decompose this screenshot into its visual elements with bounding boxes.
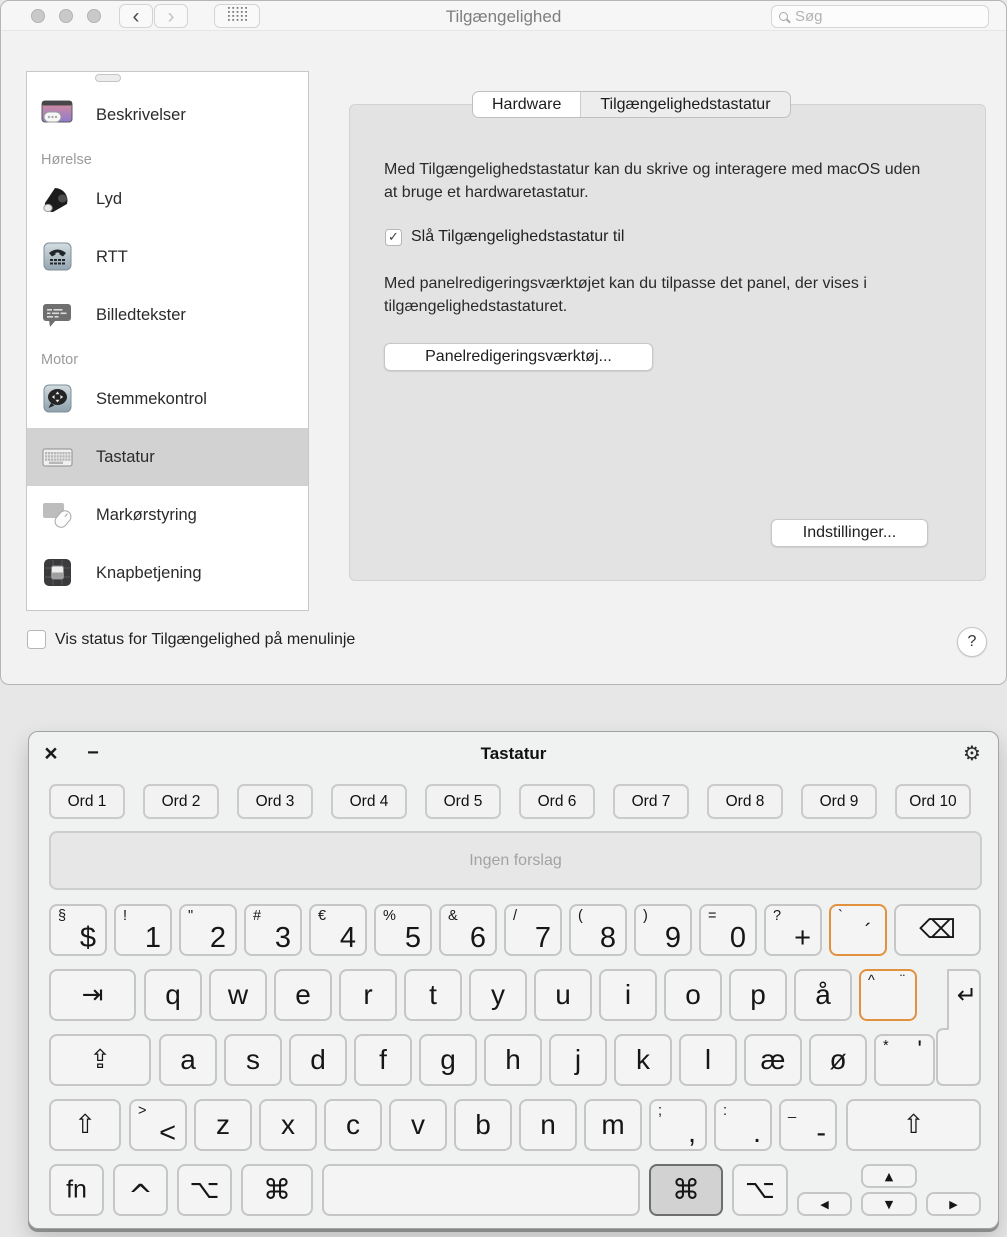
word-button-8[interactable]: Ord 8 xyxy=(707,784,783,819)
key-g[interactable] xyxy=(419,1034,477,1086)
key-label: $ xyxy=(79,922,96,954)
command-icon: ⌘ xyxy=(263,1173,291,1206)
key-label: r xyxy=(363,979,373,1010)
sidebar-item-rtt[interactable] xyxy=(27,228,308,286)
key-label: z xyxy=(216,1109,230,1140)
key-label: - xyxy=(816,1117,826,1149)
intro-text: Med Tilgængelighedstastatur kan du skrive og interagere med macOS uden at bruge et hardwaretastatur. xyxy=(384,161,921,201)
sidebar-item-label: Markørstyring xyxy=(96,505,197,524)
search-input[interactable] xyxy=(793,7,963,26)
key-6[interactable] xyxy=(439,904,497,956)
key-1[interactable] xyxy=(114,904,172,956)
key-2[interactable] xyxy=(179,904,237,956)
key-arrow-down[interactable] xyxy=(861,1192,917,1216)
key-e[interactable] xyxy=(274,969,332,1021)
key-t[interactable] xyxy=(404,969,462,1021)
key-command-left[interactable] xyxy=(241,1164,313,1216)
key-label: t xyxy=(429,979,437,1010)
command-icon: ⌘ xyxy=(672,1173,700,1206)
key-m[interactable] xyxy=(584,1099,642,1151)
key-i[interactable] xyxy=(599,969,657,1021)
key-label: æ xyxy=(760,1044,786,1075)
key-h[interactable] xyxy=(484,1034,542,1086)
key-label: u xyxy=(555,979,571,1010)
key-arrow-right[interactable] xyxy=(926,1192,981,1216)
key-q[interactable] xyxy=(144,969,202,1021)
key-label: y xyxy=(491,979,505,1010)
key-arrow-left[interactable] xyxy=(797,1192,852,1216)
key-3[interactable] xyxy=(244,904,302,956)
sidebar-item-label: Billedtekster xyxy=(96,305,186,324)
back-icon: ‹ xyxy=(132,4,140,28)
key-n[interactable] xyxy=(519,1099,577,1151)
key-f[interactable] xyxy=(354,1034,412,1086)
key-j[interactable] xyxy=(549,1034,607,1086)
tab-hardware[interactable]: Hardware xyxy=(473,92,581,117)
key-plus[interactable] xyxy=(764,904,822,956)
key-fn[interactable] xyxy=(49,1164,104,1216)
key-label: s xyxy=(246,1044,260,1075)
key-label: o xyxy=(685,979,701,1010)
gear-icon[interactable]: ⚙ xyxy=(963,741,981,765)
shift-icon: ⇧ xyxy=(74,1110,96,1140)
key-b[interactable] xyxy=(454,1099,512,1151)
key-label: l xyxy=(704,1044,712,1075)
backspace-icon: ⌫ xyxy=(919,915,956,945)
word-button-9[interactable]: Ord 9 xyxy=(801,784,877,819)
key-v[interactable] xyxy=(389,1099,447,1151)
key-r[interactable] xyxy=(339,969,397,1021)
key-label: j xyxy=(574,1044,582,1075)
key-d[interactable] xyxy=(289,1034,347,1086)
key-shift-label: * xyxy=(883,1038,889,1054)
key-label: x xyxy=(281,1109,295,1140)
key-label: 2 xyxy=(209,922,226,954)
sidebar-item-stemmekontrol[interactable] xyxy=(27,370,308,428)
panel-editor-text: Med panelredigeringsværktøjet kan du tilpasse det panel, der vises i tilgængelighedstastaturet. xyxy=(384,275,867,315)
enable-keyboard-checkbox-row[interactable] xyxy=(385,228,624,246)
key-label: 8 xyxy=(599,922,616,954)
key-l[interactable] xyxy=(679,1034,737,1086)
key-label: w xyxy=(227,979,249,1010)
key-label: p xyxy=(750,979,766,1010)
titlebar xyxy=(1,1,1006,31)
key-label: 4 xyxy=(339,922,356,954)
key-arrow-up[interactable] xyxy=(861,1164,917,1188)
key-shift-label: ? xyxy=(773,908,782,924)
key-shift-label: ¨ xyxy=(900,973,905,989)
key-shift-label: > xyxy=(138,1103,147,1119)
key-8[interactable] xyxy=(569,904,627,956)
key-label: d xyxy=(310,1044,326,1075)
tab-icon: ⇥ xyxy=(81,980,104,1010)
key-7[interactable] xyxy=(504,904,562,956)
tab-bar xyxy=(472,91,791,118)
key-lessthan[interactable] xyxy=(129,1099,187,1151)
caps-icon: ⇪ xyxy=(89,1045,111,1075)
key-command-right[interactable] xyxy=(649,1164,723,1216)
sidebar-item-billedtekster[interactable] xyxy=(27,286,308,344)
key-return[interactable] xyxy=(929,967,983,1089)
sidebar-item-lyd[interactable] xyxy=(27,170,308,228)
key-4[interactable] xyxy=(309,904,367,956)
key-p[interactable] xyxy=(729,969,787,1021)
sidebar-item-label: Tastatur xyxy=(96,447,155,466)
key-z[interactable] xyxy=(194,1099,252,1151)
key-shift-label: ( xyxy=(578,908,583,924)
key-label: v xyxy=(411,1109,425,1140)
sidebar-item-label: Beskrivelser xyxy=(96,105,186,124)
word-button-6[interactable]: Ord 6 xyxy=(519,784,595,819)
panel-editor-button[interactable]: Panelredigeringsværktøj... xyxy=(384,343,653,371)
key-shift-label: % xyxy=(383,908,396,924)
sidebar-item-beskrivelser[interactable] xyxy=(27,86,308,144)
key-label: q xyxy=(165,979,181,1010)
option-icon: ⌥ xyxy=(189,1175,220,1205)
key-label: m xyxy=(601,1109,625,1140)
key-control[interactable] xyxy=(113,1164,168,1216)
key-oslash[interactable] xyxy=(809,1034,867,1086)
keyboard-minimize-icon[interactable]: − xyxy=(87,742,99,764)
key-c[interactable] xyxy=(324,1099,382,1151)
word-button-5[interactable]: Ord 5 xyxy=(425,784,501,819)
key-label: 9 xyxy=(664,922,681,954)
key-label: c xyxy=(346,1109,360,1140)
key-label: ´ xyxy=(864,919,872,944)
key-y[interactable] xyxy=(469,969,527,1021)
right-icon: ▶ xyxy=(949,1197,958,1211)
sidebar-item-markørstyring[interactable] xyxy=(27,486,308,544)
key-shift-label: & xyxy=(448,908,458,924)
key-label: 0 xyxy=(729,922,746,954)
key-capslock[interactable] xyxy=(49,1034,151,1086)
sidebar-item-label: Stemmekontrol xyxy=(96,389,207,408)
sidebar-item-label: Lyd xyxy=(96,189,122,208)
key-label: + xyxy=(794,922,811,954)
up-icon: ▲ xyxy=(884,1169,894,1183)
word-button-4[interactable]: Ord 4 xyxy=(331,784,407,819)
key-o[interactable] xyxy=(664,969,722,1021)
option-icon: ⌥ xyxy=(745,1175,775,1205)
key-label: i xyxy=(624,979,632,1010)
key-label: , xyxy=(687,1117,696,1149)
key-shift-label: ` xyxy=(838,908,843,924)
key-shift-label: : xyxy=(723,1103,728,1119)
sidebar-section-header: Hørelse xyxy=(41,152,92,168)
sidebar-item-tastatur[interactable] xyxy=(27,428,308,486)
descriptions-icon xyxy=(40,100,74,130)
forward-icon: › xyxy=(167,4,175,28)
key-label: 3 xyxy=(274,922,291,954)
keyboard-close-icon[interactable]: × xyxy=(44,739,58,766)
key-label: . xyxy=(752,1117,761,1149)
key-label: ø xyxy=(829,1044,847,1075)
key-label: 5 xyxy=(404,922,421,954)
rtt-icon xyxy=(40,242,74,272)
shift-icon: ⇧ xyxy=(902,1110,925,1140)
key-label: 1 xyxy=(144,922,161,954)
key-label: ' xyxy=(917,1036,922,1063)
search-field[interactable] xyxy=(771,5,989,28)
key-shift-label: ) xyxy=(643,908,648,924)
key-label: g xyxy=(440,1044,456,1075)
key-label: h xyxy=(505,1044,521,1075)
status-checkbox-label: Vis status for Tilgængelighed på menulinje xyxy=(55,630,356,648)
key-label: k xyxy=(636,1044,650,1075)
key-w[interactable] xyxy=(209,969,267,1021)
word-button-3[interactable]: Ord 3 xyxy=(237,784,313,819)
keyboard-icon xyxy=(40,442,74,472)
key-shift-label: § xyxy=(58,908,67,924)
word-button-1[interactable]: Ord 1 xyxy=(49,784,125,819)
key-label: 7 xyxy=(534,922,551,954)
sidebar-section-header: Motor xyxy=(41,352,79,368)
key-period[interactable] xyxy=(714,1099,772,1151)
switch-control-icon xyxy=(40,558,74,588)
key-9[interactable] xyxy=(634,904,692,956)
key-label: f xyxy=(379,1044,387,1075)
down-icon: ▼ xyxy=(884,1197,894,1211)
key-label: fn xyxy=(66,1175,87,1204)
checkbox-checked[interactable]: ✓ xyxy=(385,229,402,246)
sidebar xyxy=(26,71,309,611)
word-button-7[interactable]: Ord 7 xyxy=(613,784,689,819)
key-dash[interactable] xyxy=(779,1099,837,1151)
key-label: a xyxy=(180,1044,196,1075)
help-button[interactable]: ? xyxy=(957,627,987,657)
sidebar-item-label: Knapbetjening xyxy=(96,563,202,582)
key-label: e xyxy=(295,979,311,1010)
key-label: å xyxy=(815,979,831,1010)
key-tab[interactable] xyxy=(49,969,136,1021)
key-5[interactable] xyxy=(374,904,432,956)
left-icon: ◀ xyxy=(820,1197,829,1211)
captions-icon xyxy=(40,300,74,330)
tab-accessibility-keyboard[interactable]: Tilgængelighedstastatur xyxy=(600,95,771,113)
key-label: n xyxy=(540,1109,556,1140)
key-shift-label: € xyxy=(318,908,327,924)
key-ae[interactable] xyxy=(744,1034,802,1086)
enable-keyboard-label: Slå Tilgængelighedstastatur til xyxy=(411,228,625,245)
key-aring[interactable] xyxy=(794,969,852,1021)
status-checkbox-row[interactable] xyxy=(27,630,355,649)
key-u[interactable] xyxy=(534,969,592,1021)
word-button-2[interactable]: Ord 2 xyxy=(143,784,219,819)
key-shift-label: _ xyxy=(788,1103,797,1119)
key-shift-label: ! xyxy=(123,908,128,924)
key-s[interactable] xyxy=(224,1034,282,1086)
key-shift-label: / xyxy=(513,908,518,924)
key-label: b xyxy=(475,1109,491,1140)
key-shift-right[interactable] xyxy=(846,1099,981,1151)
key-option-right[interactable] xyxy=(732,1164,788,1216)
key-space[interactable] xyxy=(322,1164,640,1216)
control-icon: ^ xyxy=(127,1179,154,1214)
key-shift-label: = xyxy=(708,908,717,924)
word-button-10[interactable]: Ord 10 xyxy=(895,784,971,819)
key-dollar[interactable] xyxy=(49,904,107,956)
search-icon xyxy=(779,12,788,21)
key-label: < xyxy=(159,1117,176,1149)
checkbox-unchecked[interactable] xyxy=(27,630,46,649)
key-shift-label: # xyxy=(253,908,262,924)
options-button[interactable]: Indstillinger... xyxy=(771,519,928,547)
key-shift-left[interactable] xyxy=(49,1099,121,1151)
sidebar-item-label: RTT xyxy=(96,247,128,266)
pointer-control-icon xyxy=(40,500,74,530)
key-apostrophe[interactable] xyxy=(874,1034,935,1086)
voice-control-icon xyxy=(40,384,74,414)
key-diaeresis[interactable] xyxy=(859,969,917,1021)
return-icon: ↵ xyxy=(956,981,977,1009)
key-acute-accent[interactable] xyxy=(829,904,887,956)
key-option-left[interactable] xyxy=(177,1164,232,1216)
key-shift-label: " xyxy=(188,908,194,924)
keyboard-title: Tastatur xyxy=(480,744,547,763)
key-0[interactable] xyxy=(699,904,757,956)
key-comma[interactable] xyxy=(649,1099,707,1151)
suggestion-area: Ingen forslag xyxy=(49,831,982,890)
key-shift-label: ^ xyxy=(868,973,875,989)
key-label: 6 xyxy=(469,922,486,954)
sidebar-partial-item xyxy=(95,74,121,82)
key-x[interactable] xyxy=(259,1099,317,1151)
sound-icon xyxy=(40,184,74,214)
key-backspace[interactable] xyxy=(894,904,981,956)
key-k[interactable] xyxy=(614,1034,672,1086)
sidebar-item-knapbetjening[interactable] xyxy=(27,544,308,602)
key-a[interactable] xyxy=(159,1034,217,1086)
key-shift-label: ; xyxy=(658,1103,663,1119)
accessibility-keyboard-window xyxy=(28,731,999,1229)
window-title: Tilgængelighed xyxy=(445,7,562,26)
